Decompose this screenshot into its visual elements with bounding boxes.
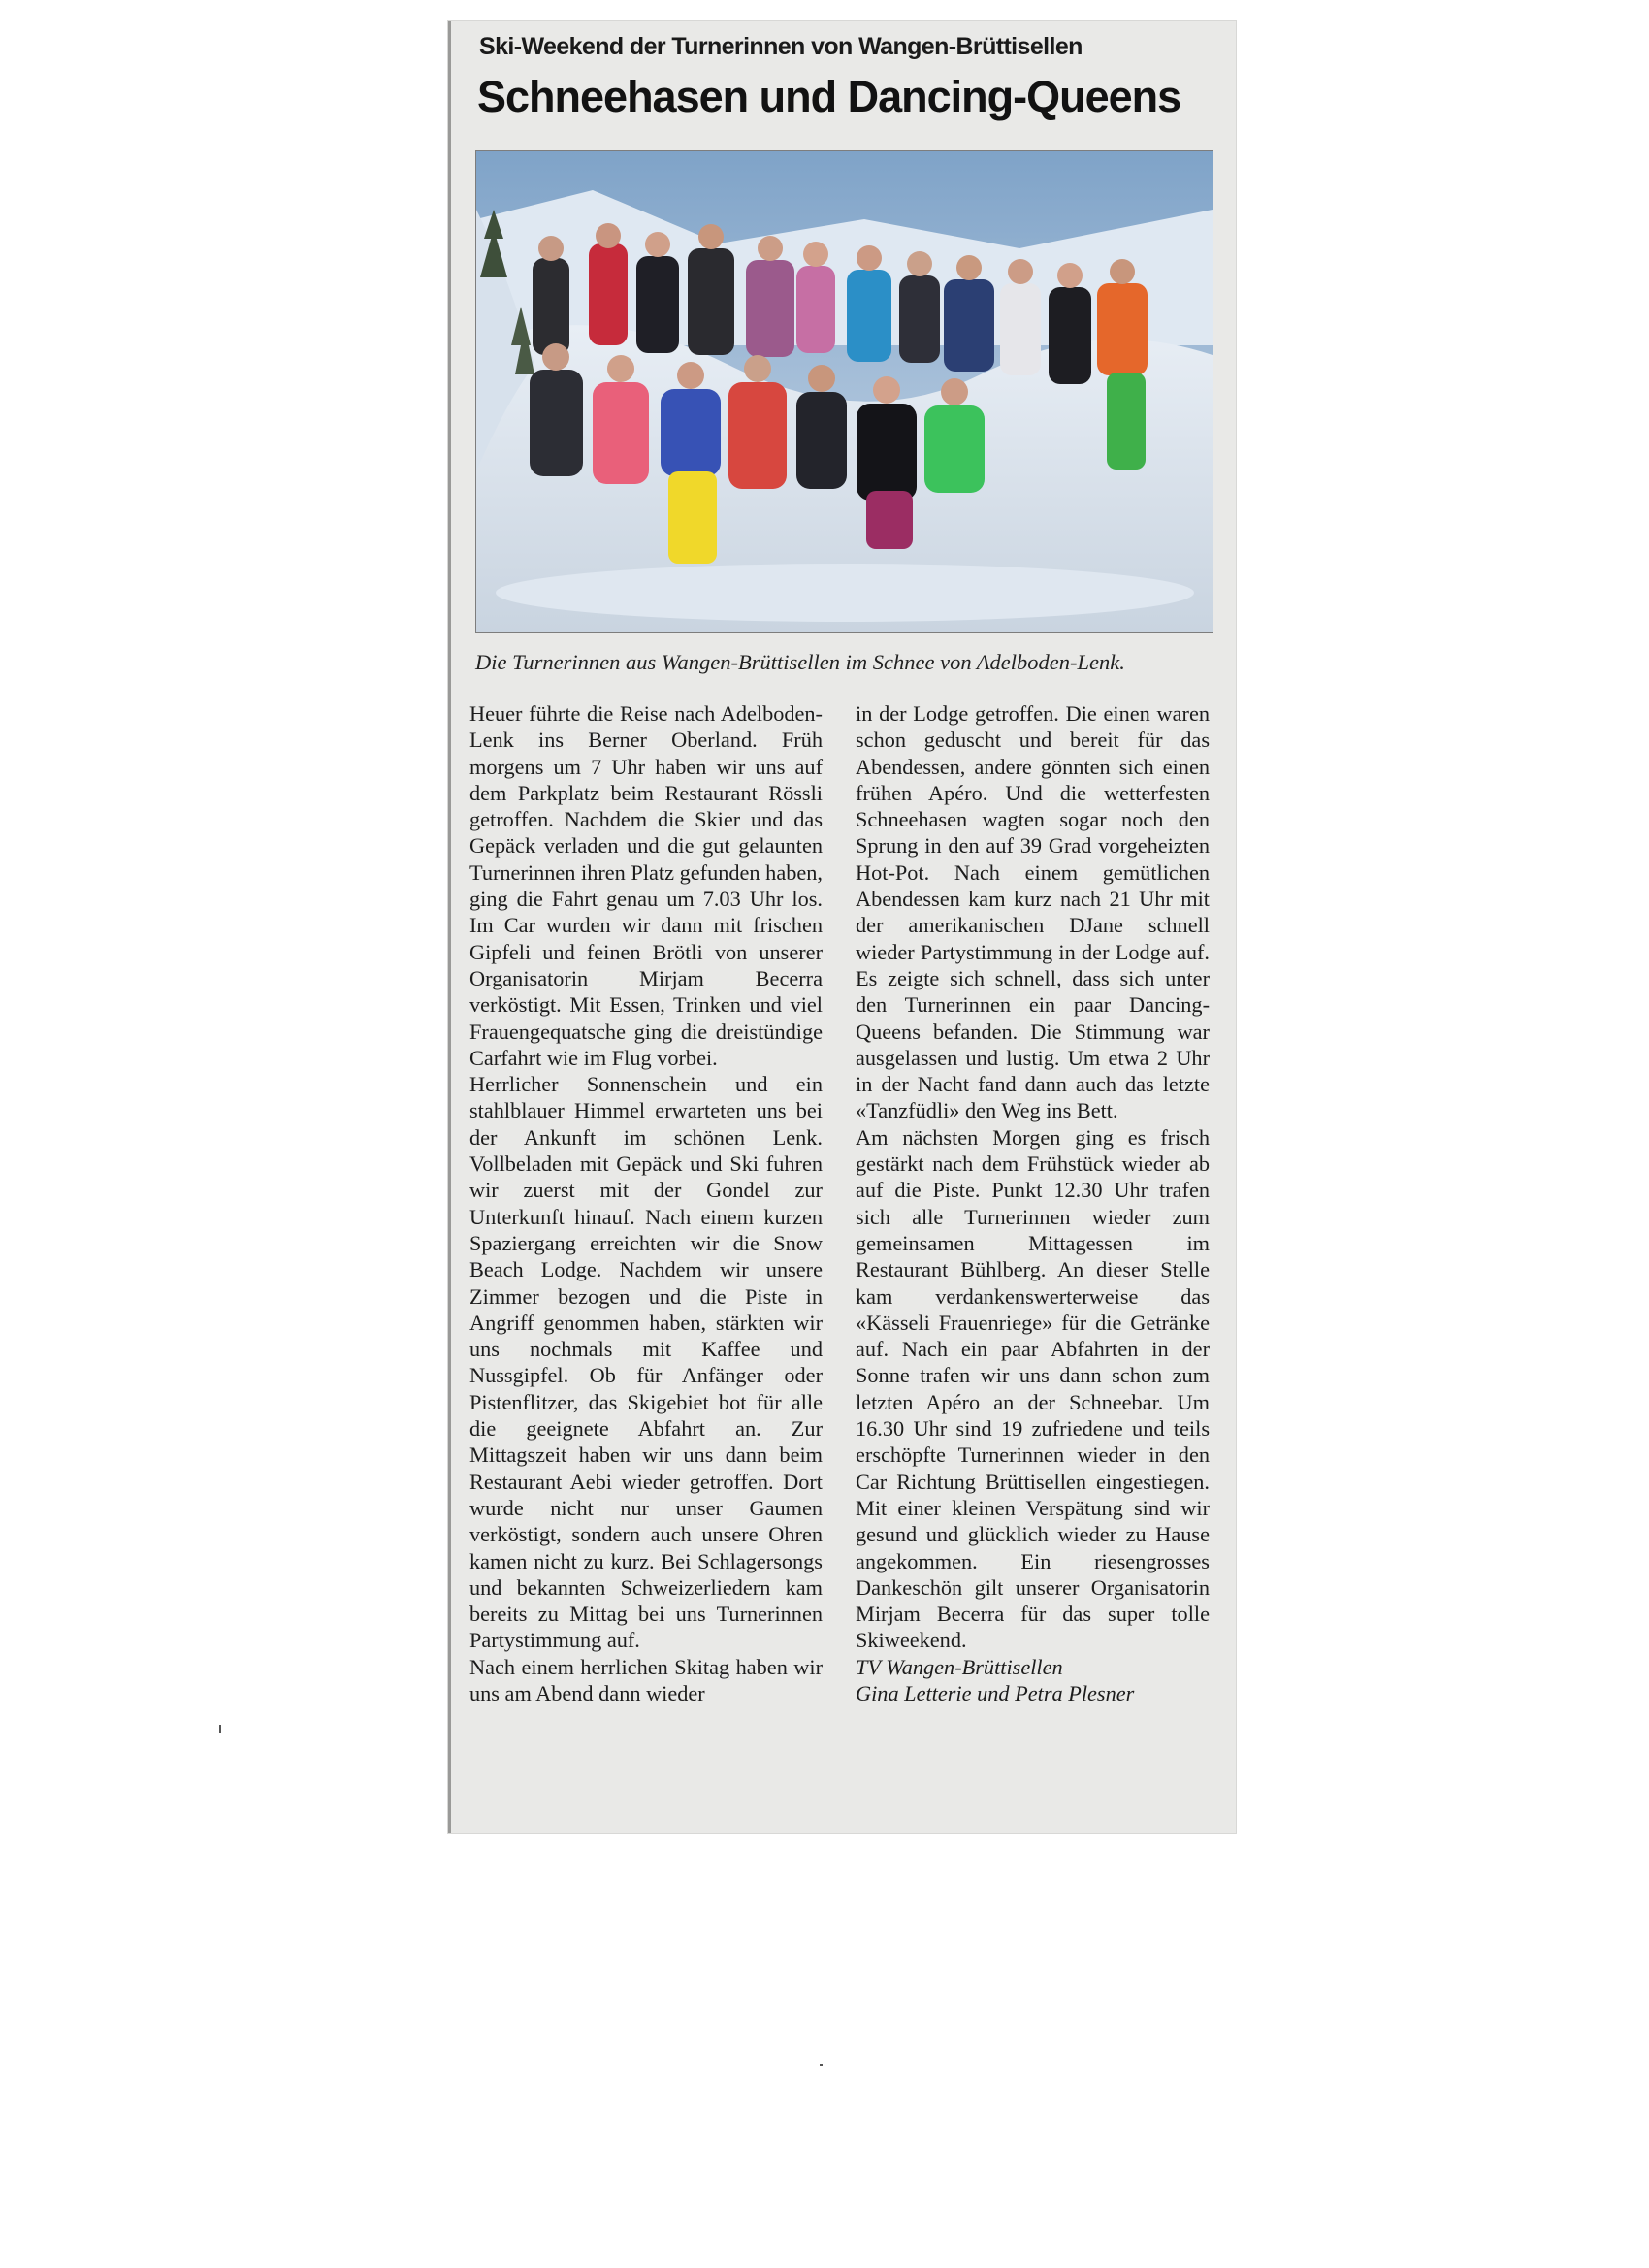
article-kicker: Ski-Weekend der Turnerinnen von Wangen-Brüttisellen <box>479 33 1083 60</box>
scan-speck <box>219 1725 221 1733</box>
group-photo <box>475 150 1213 633</box>
article-headline: Schneehasen und Dancing-Queens <box>477 72 1181 121</box>
paragraph: Heuer führte die Reise nach Adelboden-Lenk ins Berner Oberland. Früh morgens um 7 Uhr haben wir uns auf dem Parkplatz beim Restaurant Rössli getroffen. Nachdem die Skier und das Gepäck verladen und die gut gelaunten Turnerinnen ihren Platz gefunden haben, ging die Fahrt genau um 7.03 Uhr los. Im Car wurden wir dann mit frischen Gipfeli und feinen Brötli von unserer Organisatorin Mirjam Becerra verköstigt. Mit Essen, Trinken und viel Frauengequatsche ging die dreistündige Carfahrt wie im Flug vorbei. <box>469 701 823 1070</box>
text-column-right <box>856 700 1210 1706</box>
newspaper-clipping <box>448 21 1236 1833</box>
paragraph: Am nächsten Morgen ging es frisch gestärkt nach dem Frühstück wieder ab auf die Piste. Punkt 12.30 Uhr trafen sich alle Turnerinnen wieder zum gemeinsamen Mittagessen im Restaurant Bühlberg. An dieser Stelle kam verdankenswerterweise das «Kässeli Frauenriege» für die Getränke auf. Nach ein paar Abfahrten in der Sonne trafen wir uns dann schon zum letzten Apéro an der Schneebar. Um 16.30 Uhr sind 19 zufriedene und teils erschöpfte Turnerinnen wieder in den Car Richtung Brüttisellen eingestiegen. Mit einer kleinen Verspätung sind wir gesund und glücklich wieder zu Hause angekommen. Ein riesengrosses Dankeschön gilt unserer Organisatorin Mirjam Becerra für das super tolle Skiweekend. <box>856 1124 1210 1653</box>
group-photo-icon <box>476 151 1212 632</box>
signature-authors: Gina Letterie und Petra Plesner <box>856 1680 1135 1705</box>
scan-speck <box>820 2064 823 2066</box>
signature-organisation: TV Wangen-Brüttisellen <box>856 1654 1063 1679</box>
text-column-left <box>469 700 823 1706</box>
paragraph: Herrlicher Sonnenschein und ein stahlblauer Himmel erwarteten uns bei der Ankunft im schönen Lenk. Vollbeladen mit Gepäck und Ski fuhren wir zuerst mit der Gondel zur Unterkunft hinauf. Nach einem kurzen Spaziergang erreichten wir die Snow Beach Lodge. Nachdem wir unsere Zimmer bezogen und die Piste in Angriff genommen haben, stärkten wir uns nochmals mit Kaffee und Nussgipfel. Ob für Anfänger oder Pistenflitzer, das Skigebiet bot für alle die geeignete Abfahrt an. Zur Mittagszeit haben wir uns dann beim Restaurant Aebi wieder getroffen. Dort wurde nicht nur unser Gaumen verköstigt, sondern auch unsere Ohren kamen nicht zu kurz. Bei Schlagersongs und bekannten Schweizerliedern kam bereits zu Mittag bei uns Turnerinnen Partystimmung auf. <box>469 1072 823 1653</box>
paragraph: in der Lodge getroffen. Die einen waren schon geduscht und bereit für das Abendessen, andere gönnten sich einen frühen Apéro. Und die wetterfesten Schneehasen wagten sogar noch den Sprung in den auf 39 Grad vorgeheizten Hot-Pot. Nach einem gemütlichen Abendessen kam kurz nach 21 Uhr mit der amerikanischen DJane schnell wieder Partystimmung in der Lodge auf. Es zeigte sich schnell, dass sich unter den Turnerinnen ein paar Dancing-Queens befanden. Die Stimmung war ausgelassen und lustig. Um etwa 2 Uhr in der Nacht fand dann auch das letzte «Tanzfüdli» den Weg ins Bett. <box>856 701 1210 1123</box>
paragraph: Nach einem herrlichen Skitag haben wir uns am Abend dann wieder <box>469 1654 823 1705</box>
photo-caption: Die Turnerinnen aus Wangen-Brüttisellen im Schnee von Adelboden-Lenk. <box>475 650 1125 674</box>
